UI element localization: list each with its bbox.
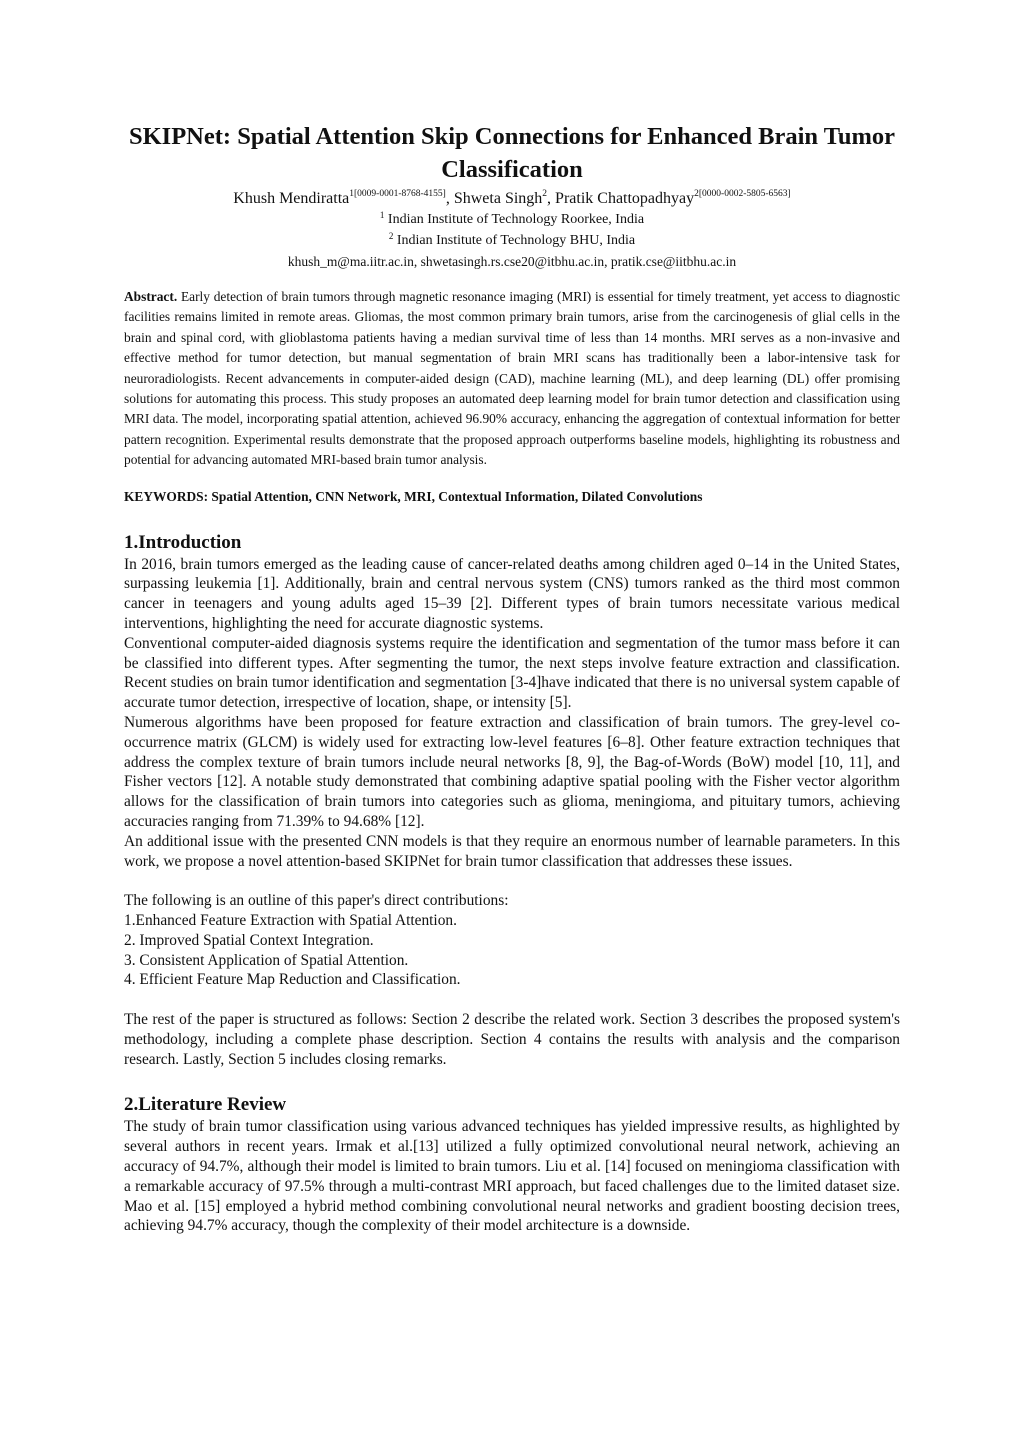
list-item: 3. Consistent Application of Spatial Attention. [124,951,409,969]
paragraph: The study of brain tumor classification using various advanced techniques has yielded impressive results, as highlighted by several authors in recent years. Irmak et al.[13] utilized a fully optimized convolutional neural network, achieving an accuracy of 94.7%, although their model is limited to brain tumors. Liu et al. [14] focused on meningioma classification with a remarkable accuracy of 97.5% through a multi-contrast MRI approach, but faced challenges due to the limited dataset size. Mao et al. [15] employed a hybrid method combining convolutional neural networks and gradient boosting decision trees, achieving 94.7% accuracy, though the complexity of their model architecture is a downside. [124,1118,900,1235]
paragraph: An additional issue with the presented CNN models is that they require an enormous number of learnable parameters. In this work, we propose a novel attention-based SKIPNet for brain tumor classification that addresses these issues. [124,832,900,870]
section-heading-literature-review: 2.Literature Review [124,1094,287,1116]
list-item: 1.Enhanced Feature Extraction with Spatial Attention. [124,912,457,929]
affiliation: $^2$ Indian Institute of Technology BHU, India [388,231,636,248]
keywords: KEYWORDS: Spatial Attention, CNN Network, MRI, Contextual Information, Dilated Convolutions [124,488,703,504]
abstract [124,287,900,471]
author-name: Khush Mendiratta [233,190,350,207]
section-heading-introduction: 1.Introduction [124,531,242,553]
paragraph: In 2016, brain tumors emerged as the leading cause of cancer-related deaths among children aged 0–14 in the United States, surpassing leukemia [1]. Additionally, brain and central nervous system (CNS) tumors ranked as the third most common cancer in teenagers and young adults aged 15–39 [2]. Different types of brain tumors necessitate various medical interventions, highlighting the need for accurate diagnostic systems. [124,555,900,633]
paragraph: Conventional computer-aided diagnosis systems require the identification and segmentation of the tumor mass before it can be classified into different types. After segmenting the tumor, the next steps involve feature extraction and classification. Recent studies on brain tumor identification and segmentation [3-4]have indicated that there is no universal system capable of accurate tumor detection, irrespective of location, shape, or intensity [5]. [124,634,900,712]
abstract-label: Abstract. [124,289,178,304]
author-name: Pratik Chattopadhyay [555,190,695,207]
paragraph: Numerous algorithms have been proposed for feature extraction and classification of brain tumors. The grey-level co-occurrence matrix (GLCM) is widely used for extracting low-level features [6–8]. Other feature extraction techniques that address the complex texture of brain tumors include neural networks [8, 9], the Bag-of-Words (BoW) model [10, 11], and Fisher vectors [12]. A notable study demonstrated that combining adaptive spatial pooling with the Fisher vector algorithm allows for the classification of brain tumors into categories such as glioma, meningioma, and pituitary tumors, achieving accuracies ranging from 71.39% to 94.68% [12]. [124,714,900,831]
author-superscript: 2 [542,189,548,199]
abstract-text: Early detection of brain tumors through magnetic resonance imaging (MRI) is essential for timely treatment, yet access to diagnostic facilities remains limited in remote areas. Gliomas, the most common primary brain tumors, arise from the carcinogenesis of glial cells in the brain and spinal cord, with glioblastoma patients having a median survival time of less than 14 months. MRI serves as a non-invasive and effective method for tumor detection, but manual segmentation of brain MRI scans has traditionally been a labor-intensive task for neuroradiologists. Recent advancements in computer-aided design (CAD), machine learning (ML), and deep learning (DL) offer promising solutions for automating this process. This study proposes an automated deep learning model for brain tumor detection and classification using MRI data. The model, incorporating spatial attention, achieved 96.90% accuracy, enhancing the aggregation of contextual information for better pattern recognition. Experimental results demonstrate that the proposed approach outperforms baseline models, highlighting its robustness and potential for advancing automated MRI-based brain tumor analysis. [124,289,900,468]
paper-page [124,120,900,1236]
paragraph: The rest of the paper is structured as follows: Section 2 describe the related work. Section 3 describes the proposed system's methodology, including a complete phase description. Section 4 contains the results with analysis and the comparison research. Lastly, Section 5 includes closing remarks. [124,1010,900,1068]
list-item: 4. Efficient Feature Map Reduction and Classification. [124,971,461,989]
contribution-list [124,911,900,990]
paper-title: SKIPNet: Spatial Attention Skip Connections for Enhanced Brain Tumor Classification [129,123,895,183]
author-superscript: 2[0000-0002-5805-6563] [694,189,791,199]
affiliation: $^1$ Indian Institute of Technology Roorkee, India [379,210,645,227]
author-name: Shweta Singh [453,190,543,207]
author-line: Khush Mendiratta$^{1[0009-0001-8768-4155]}$, Shweta Singh$^2$, Pratik Chattopadhyay$^{2[0000-0002-5805-6563]}$ [233,189,791,207]
list-item: 2. Improved Spatial Context Integration. [124,931,374,949]
author-emails: khush_m@ma.iitr.ac.in, shwetasingh.rs.cse20@itbhu.ac.in, pratik.cse@iitbhu.ac.in [287,254,737,269]
paragraph: The following is an outline of this paper's direct contributions: [124,892,509,910]
author-superscript: 1[0009-0001-8768-4155] [349,189,446,199]
